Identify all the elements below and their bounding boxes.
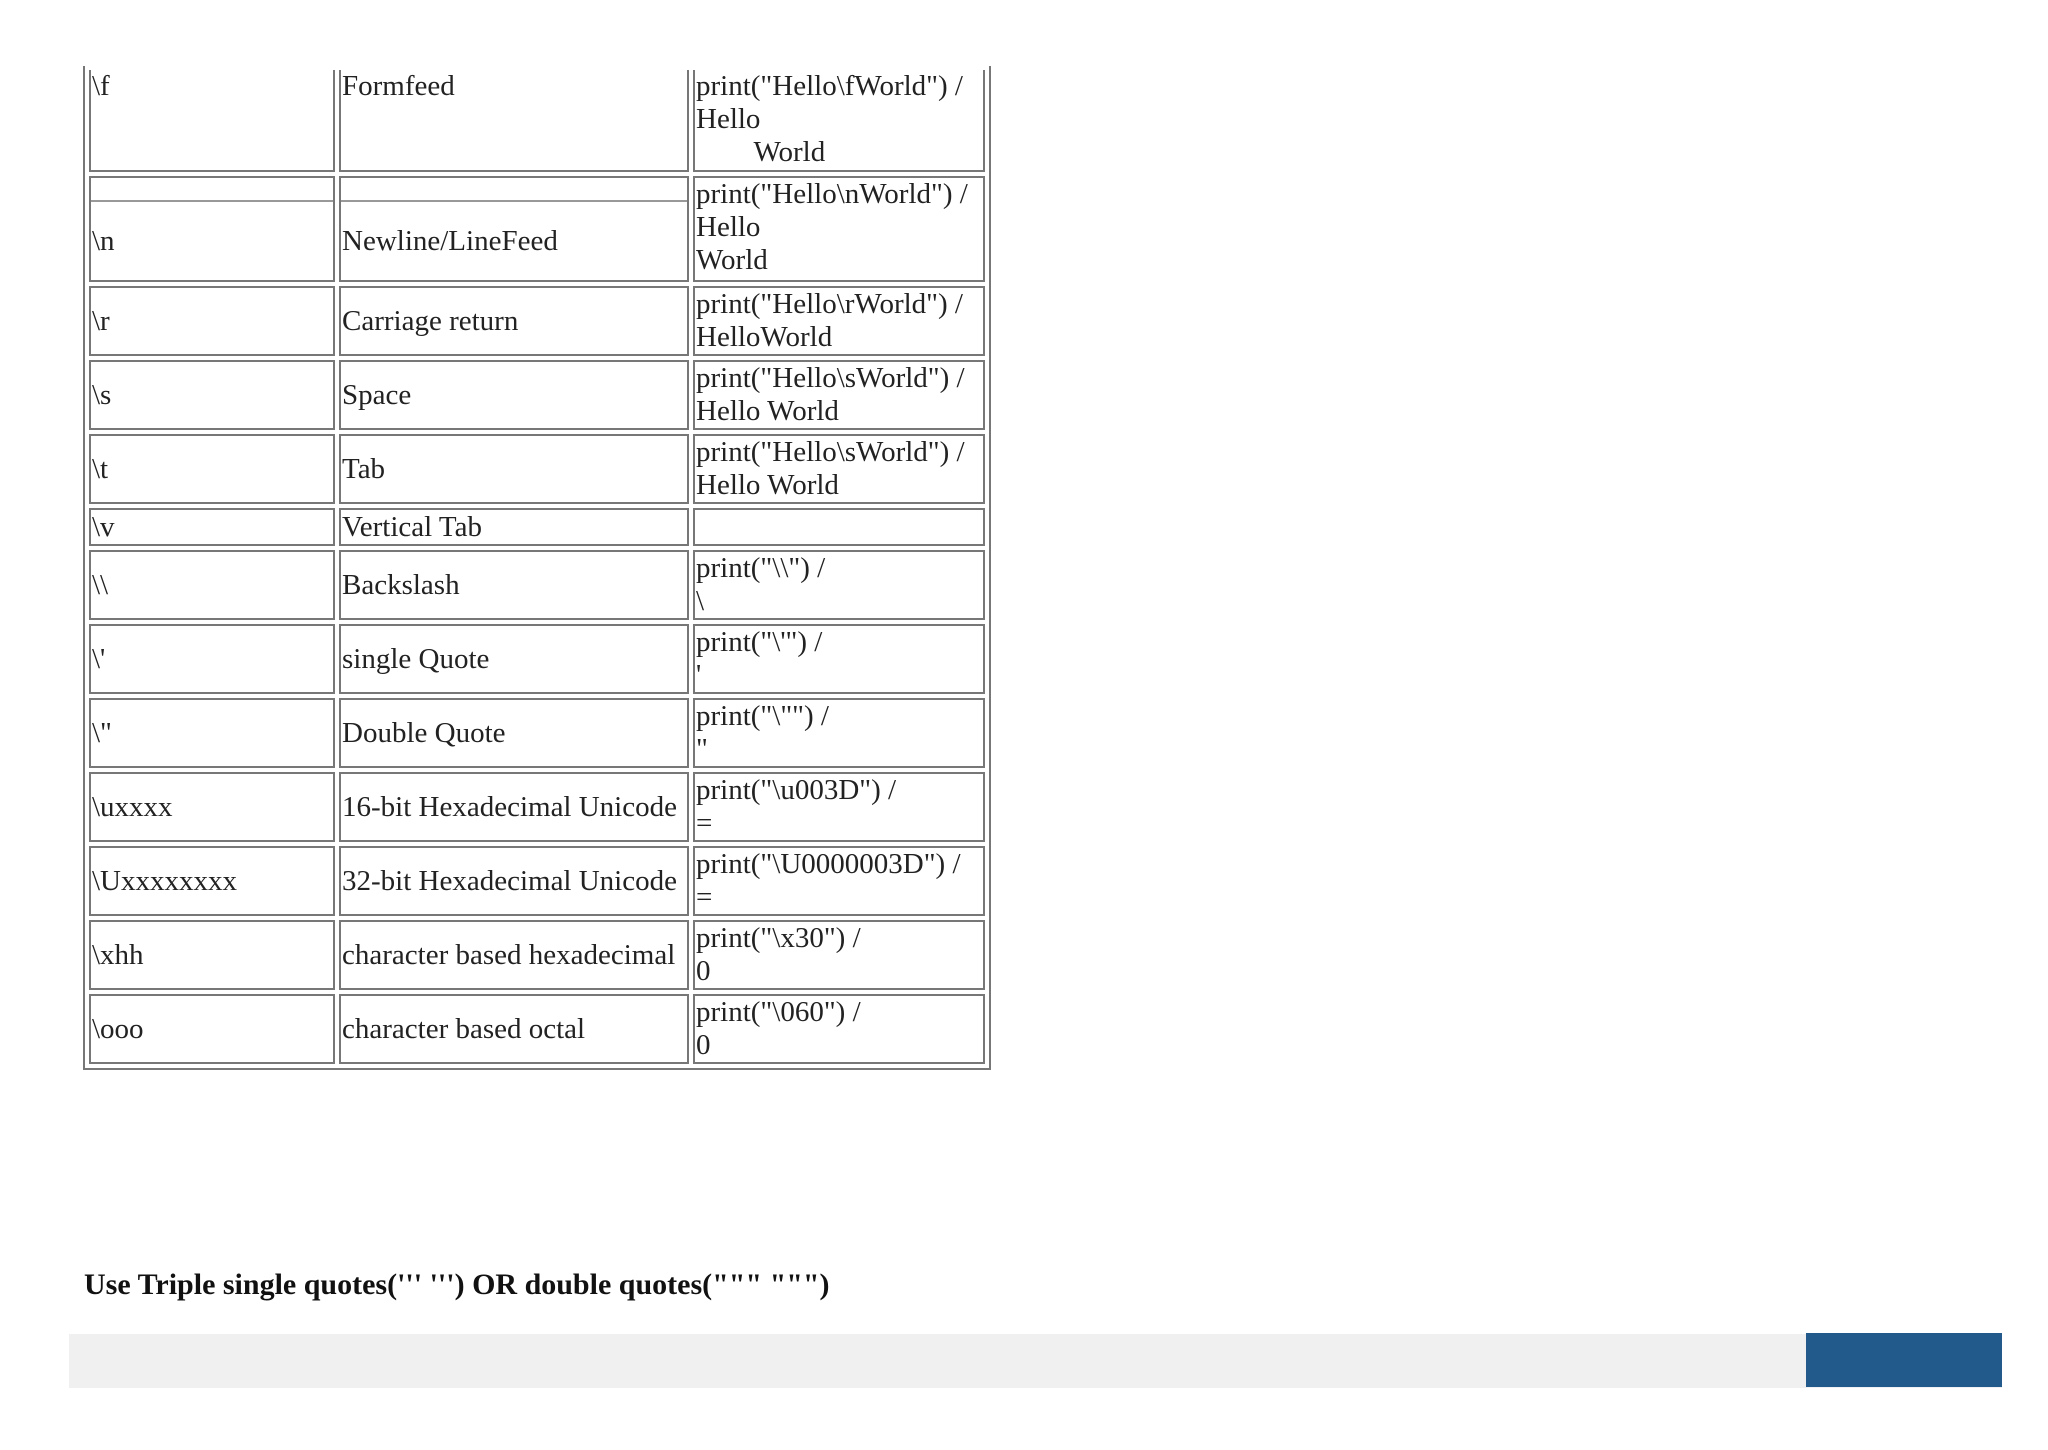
escape-code-cell: \xhh xyxy=(89,920,335,990)
example-cell: print("Hello\rWorld") / HelloWorld xyxy=(693,286,985,356)
table-row-newline xyxy=(89,176,985,282)
footer-accent-box xyxy=(1806,1333,2002,1387)
example-cell: print("\U0000003D") / = xyxy=(693,846,985,916)
table-row-octal xyxy=(89,994,985,1064)
table-row-hexadecimal xyxy=(89,920,985,990)
escape-code-text: \n xyxy=(91,200,333,280)
table-row-single-quote xyxy=(89,624,985,694)
description-cell: Backslash xyxy=(339,550,689,620)
example-cell: print("Hello\fWorld") / Hello World xyxy=(693,70,985,172)
description-cell: 32-bit Hexadecimal Unicode xyxy=(339,846,689,916)
description-cell: Vertical Tab xyxy=(339,508,689,546)
description-cell: character based octal xyxy=(339,994,689,1064)
example-cell: print("\060") / 0 xyxy=(693,994,985,1064)
description-text: Newline/LineFeed xyxy=(341,200,687,280)
description-cell: single Quote xyxy=(339,624,689,694)
description-cell: Carriage return xyxy=(339,286,689,356)
description-cell: Double Quote xyxy=(339,698,689,768)
description-cell: character based hexadecimal xyxy=(339,920,689,990)
table-row-vertical-tab xyxy=(89,508,985,546)
escape-code-cell: \t xyxy=(89,434,335,504)
table-row-carriage-return xyxy=(89,286,985,356)
example-cell: print("\\") / \ xyxy=(693,550,985,620)
example-cell: print("Hello\sWorld") / Hello World xyxy=(693,360,985,430)
description-cell: 16-bit Hexadecimal Unicode xyxy=(339,772,689,842)
example-cell: print("\"") / " xyxy=(693,698,985,768)
escape-code-cell: \' xyxy=(89,624,335,694)
description-cell xyxy=(339,176,689,282)
description-cell: Space xyxy=(339,360,689,430)
table-row-double-quote xyxy=(89,698,985,768)
escape-code-cell: \\ xyxy=(89,550,335,620)
escape-code-cell: \v xyxy=(89,508,335,546)
footer-bar xyxy=(69,1334,2002,1388)
example-cell: print("Hello\sWorld") / Hello World xyxy=(693,434,985,504)
escape-code-cell: \r xyxy=(89,286,335,356)
escape-sequence-table xyxy=(83,66,991,1070)
table-row-unicode-32 xyxy=(89,846,985,916)
table-row-space xyxy=(89,360,985,430)
escape-code-cell: \f xyxy=(89,70,335,172)
table-row-tab xyxy=(89,434,985,504)
escape-code-cell xyxy=(89,176,335,282)
escape-code-cell: \s xyxy=(89,360,335,430)
example-cell: print("Hello\nWorld") / Hello World xyxy=(693,176,985,282)
escape-code-cell: \" xyxy=(89,698,335,768)
description-cell: Tab xyxy=(339,434,689,504)
escape-sequence-table-wrap xyxy=(83,66,987,1070)
example-cell: print("\'") / ' xyxy=(693,624,985,694)
table-row-formfeed xyxy=(89,70,985,172)
escape-code-cell: \ooo xyxy=(89,994,335,1064)
example-cell: print("\u003D") / = xyxy=(693,772,985,842)
table-row-unicode-16 xyxy=(89,772,985,842)
escape-code-cell: \uxxxx xyxy=(89,772,335,842)
table-row-backslash xyxy=(89,550,985,620)
escape-code-cell: \Uxxxxxxxx xyxy=(89,846,335,916)
section-heading: Use Triple single quotes(''' ''') OR double quotes(""" """) xyxy=(84,1268,830,1301)
example-cell xyxy=(693,508,985,546)
example-cell: print("\x30") / 0 xyxy=(693,920,985,990)
description-cell: Formfeed xyxy=(339,70,689,172)
